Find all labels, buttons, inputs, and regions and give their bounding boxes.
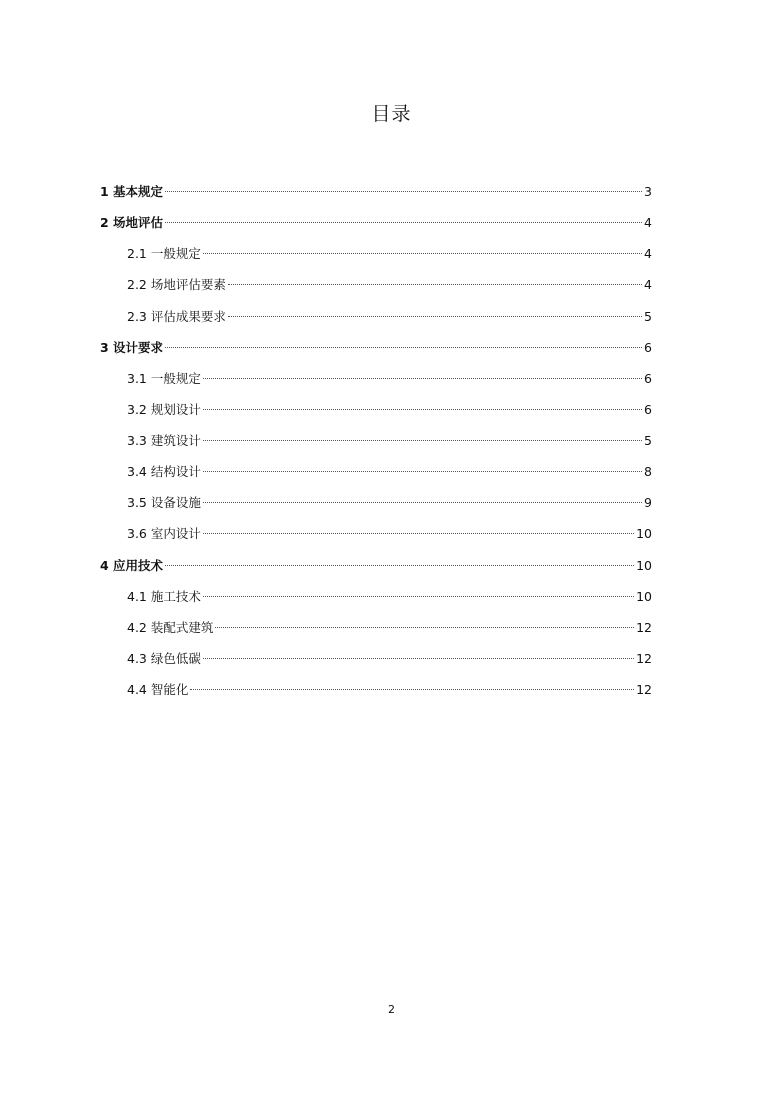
toc-leader-dots — [203, 440, 642, 441]
toc-entry-2-2[interactable] — [127, 275, 652, 295]
page-number: 2 — [388, 1003, 395, 1016]
toc-entry-label: 2 场地评估 — [100, 215, 164, 230]
toc-entry-label: 2.3 评估成果要求 — [127, 309, 226, 324]
toc-leader-dots — [228, 284, 642, 285]
toc-entry-label: 4 应用技术 — [100, 558, 164, 573]
toc-entry-4-1[interactable] — [127, 587, 652, 607]
toc-entry-3-5[interactable] — [127, 493, 652, 513]
toc-entry-label: 4.1 施工技术 — [127, 589, 201, 604]
toc-entry-page: 4 — [644, 277, 652, 292]
toc-leader-dots — [190, 689, 634, 690]
toc-entry-label: 1 基本规定 — [100, 184, 164, 199]
toc-entry-4[interactable] — [100, 556, 652, 576]
toc-leader-dots — [203, 378, 642, 379]
toc-entry-page: 6 — [644, 371, 652, 386]
page-title: 目录 — [371, 103, 412, 125]
toc-entry-3-3[interactable] — [127, 431, 652, 451]
toc-leader-dots — [203, 533, 634, 534]
toc-leader-dots — [165, 565, 634, 566]
toc-leader-dots — [203, 502, 642, 503]
toc-entry-page: 12 — [636, 651, 652, 666]
toc-entry-label: 3.4 结构设计 — [127, 464, 201, 479]
toc-entry-page: 3 — [644, 184, 652, 199]
toc-entry-page: 6 — [644, 340, 652, 355]
toc-entry-label: 2.2 场地评估要素 — [127, 277, 226, 292]
toc-leader-dots — [203, 253, 642, 254]
toc-leader-dots — [203, 658, 634, 659]
toc-entry-2-3[interactable] — [127, 307, 652, 327]
toc-entry-page: 6 — [644, 402, 652, 417]
toc-leader-dots — [203, 471, 642, 472]
toc-entry-2[interactable] — [100, 213, 652, 233]
toc-entry-page: 10 — [636, 589, 652, 604]
toc-entry-page: 10 — [636, 526, 652, 541]
toc-entry-page: 8 — [644, 464, 652, 479]
toc-entry-3-4[interactable] — [127, 462, 652, 482]
toc-entry-3-2[interactable] — [127, 400, 652, 420]
toc-entry-label: 4.3 绿色低碳 — [127, 651, 201, 666]
toc-entry-label: 4.4 智能化 — [127, 682, 189, 697]
toc-entry-3-6[interactable] — [127, 524, 652, 544]
toc-entry-1[interactable] — [100, 182, 652, 202]
toc-leader-dots — [215, 627, 634, 628]
toc-entry-label: 3.5 设备设施 — [127, 495, 201, 510]
toc-entry-label: 4.2 装配式建筑 — [127, 620, 214, 635]
toc-entry-4-2[interactable] — [127, 618, 652, 638]
toc-entry-page: 12 — [636, 682, 652, 697]
toc-leader-dots — [203, 409, 642, 410]
toc-entry-label: 2.1 一般规定 — [127, 246, 201, 261]
toc-entry-4-4[interactable] — [127, 680, 652, 700]
toc-leader-dots — [203, 596, 634, 597]
toc-entry-page: 5 — [644, 433, 652, 448]
toc-entry-page: 12 — [636, 620, 652, 635]
toc-entry-label: 3.2 规划设计 — [127, 402, 201, 417]
toc-entry-label: 3 设计要求 — [100, 340, 164, 355]
toc-entry-label: 3.3 建筑设计 — [127, 433, 201, 448]
toc-leader-dots — [165, 347, 642, 348]
toc-entry-page: 4 — [644, 215, 652, 230]
toc-leader-dots — [165, 222, 642, 223]
toc-entry-3[interactable] — [100, 338, 652, 358]
toc-entry-label: 3.1 一般规定 — [127, 371, 201, 386]
toc-entry-page: 5 — [644, 309, 652, 324]
toc-entry-3-1[interactable] — [127, 369, 652, 389]
toc-entry-4-3[interactable] — [127, 649, 652, 669]
toc-entry-page: 9 — [644, 495, 652, 510]
toc-leader-dots — [228, 316, 642, 317]
toc-entry-label: 3.6 室内设计 — [127, 526, 201, 541]
toc-entry-2-1[interactable] — [127, 244, 652, 264]
toc-leader-dots — [165, 191, 642, 192]
toc-entry-page: 4 — [644, 246, 652, 261]
toc-entry-page: 10 — [636, 558, 652, 573]
